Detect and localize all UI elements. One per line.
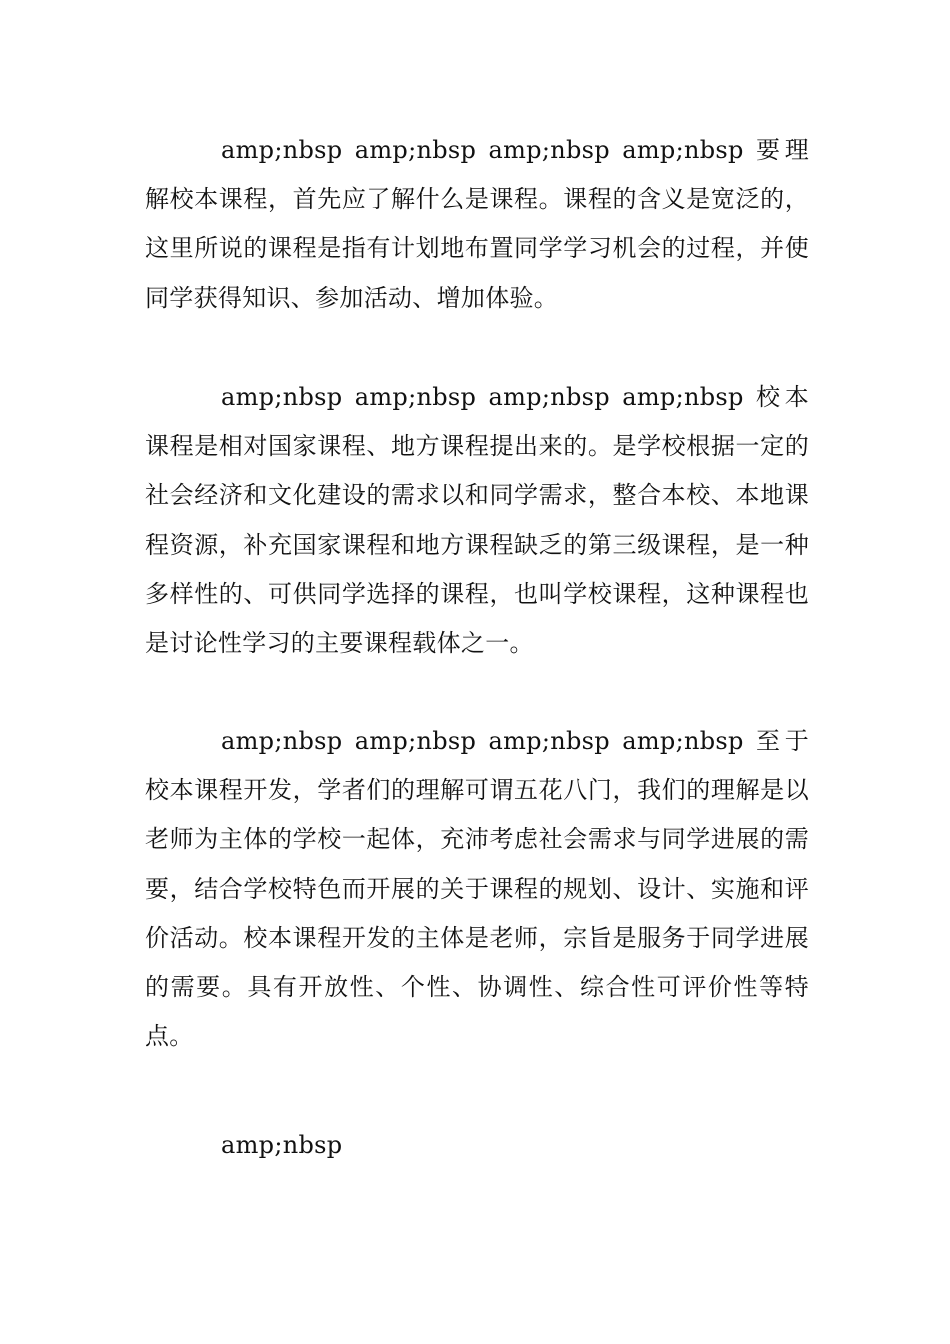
paragraph-curriculum-development: amp;nbsp amp;nbsp amp;nbsp amp;nbsp 至于校本课程开发，学者们的理解可谓五花八门，我们的理解是以老师为主体的学校一起体，充沛考虑社会需求与同学进展的需要，结合学校特色而开展的关于课程的规划、设计、实施和评价活动。校本课程开发的主体是老师，宗旨是服务于同学进展的需要。具有开放性、个性、协调性、综合性可评价性等特点。: [145, 727, 809, 1051]
paragraph-trailing-nbsp: amp;nbsp: [221, 1131, 343, 1159]
paragraph-school-curriculum-definition: amp;nbsp amp;nbsp amp;nbsp amp;nbsp 要理解校本课程，首先应了解什么是课程。课程的含义是宽泛的，这里所说的课程是指有计划地布置同学学习机会的过程，并使同学获得知识、参加活动、增加体验。: [145, 136, 809, 312]
paragraph-school-curriculum-relation: amp;nbsp amp;nbsp amp;nbsp amp;nbsp 校本课程是相对国家课程、地方课程提出来的。是学校根据一定的社会经济和文化建设的需求以和同学需求，整合本校、本地课程资源，补充国家课程和地方课程缺乏的第三级课程，是一种多样性的、可供同学选择的课程，也叫学校课程，这种课程也是讨论性学习的主要课程载体之一。: [145, 383, 809, 658]
